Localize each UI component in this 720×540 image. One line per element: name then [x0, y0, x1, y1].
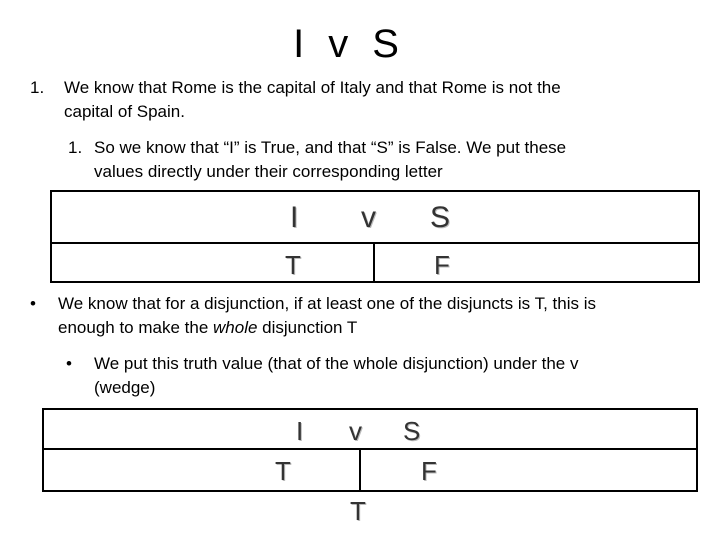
bullet-item-1-emphasis: whole	[213, 318, 258, 337]
bullet-item-1-line2-suffix: disjunction T	[257, 318, 358, 337]
table1-right-value: F	[434, 250, 450, 280]
list-item-1a-line1: So we know that “I” is True, and that “S” is False. We put these	[94, 138, 567, 157]
bullet-item-1-line2-prefix: enough to make the	[58, 318, 214, 337]
table2-right-border	[696, 408, 698, 492]
table2-left-value: T	[275, 456, 291, 486]
title-left: I	[293, 22, 305, 66]
bullet-marker: •	[66, 354, 72, 373]
list-item-1a-line2: values directly under their corresponding letter	[94, 162, 443, 181]
bullet-item-1a-line1: We put this truth value (that of the whole disjunction) under the v	[94, 354, 579, 373]
table2-right-value: F	[421, 456, 437, 486]
title-mid: v	[328, 22, 349, 66]
list-item-1-line2: capital of Spain.	[64, 102, 185, 121]
table2-connective: v	[349, 416, 362, 446]
bullet-item-1a-line2: (wedge)	[94, 378, 156, 397]
list-marker: 1.	[30, 78, 45, 97]
list-item-1-line1: We know that Rome is the capital of Italy and that Rome is not the	[64, 78, 561, 97]
table2-result-value: T	[350, 496, 366, 526]
table2-top-line	[42, 408, 698, 410]
table2-left-border	[42, 408, 44, 492]
bullet-item-1-line1: We know that for a disjunction, if at least one of the disjuncts is T, this is	[58, 294, 596, 313]
table2-divider	[359, 450, 361, 490]
table1-left-value: T	[285, 250, 301, 280]
table2-left-letter: I	[296, 416, 304, 446]
bullet-marker: •	[30, 294, 36, 313]
table2-mid-line	[42, 448, 698, 450]
table1-left-letter: I	[290, 201, 299, 234]
table1-right-letter: S	[430, 201, 451, 234]
table2-bottom-line	[42, 490, 698, 492]
table2-right-letter: S	[403, 416, 421, 446]
list-marker: 1.	[68, 138, 83, 157]
table1-connective: v	[361, 201, 376, 234]
title-right: S	[372, 22, 399, 66]
